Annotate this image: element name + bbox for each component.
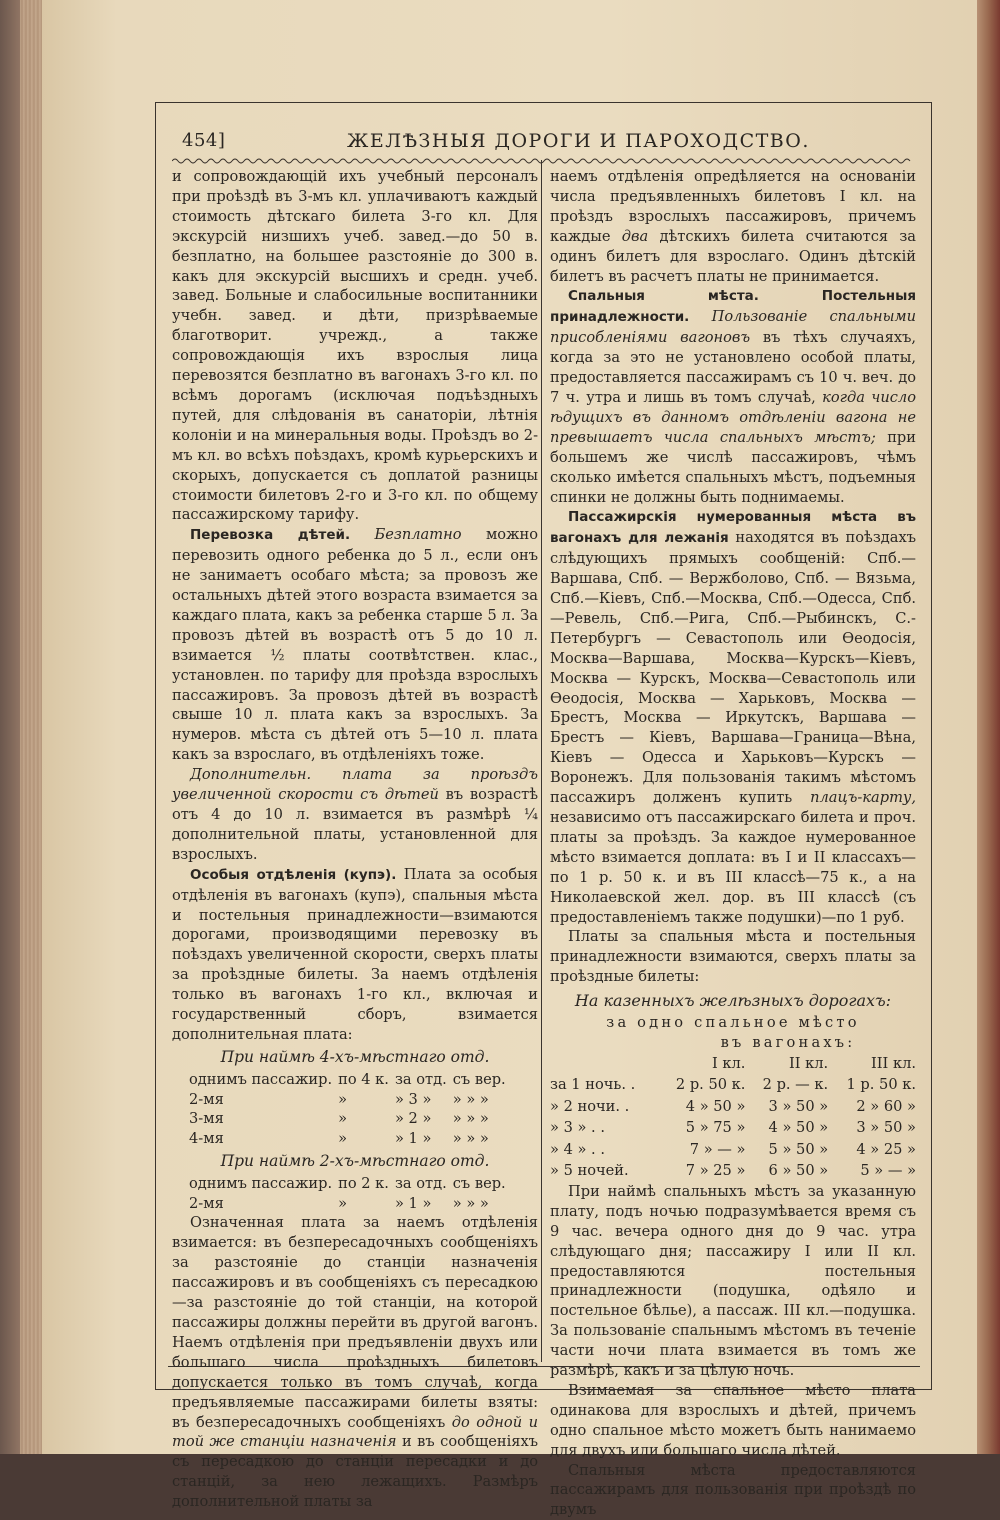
paragraph-text: и въ сообщеніяхъ съ пересадкою до станціи пересадки и до станцій, за нею лежащихъ. Размѣръ дополнительной платы за <box>172 1433 539 1511</box>
table-cell: » 2 » <box>394 1110 432 1128</box>
paragraph-text: дѣтскихъ билета считаются за одинъ билетъ для взрослаго. Одинъ дѣтскій билетъ въ расчетъ платы не принимается. <box>550 227 916 285</box>
paragraph-text: въ тѣхъ случаяхъ, когда за это не установлено особой платы, предоставляется пассажирамъ съ 10 ч. веч. до 7 ч. утра и лишь въ томъ случаѣ, <box>550 329 916 406</box>
table-row <box>186 1194 509 1214</box>
section-heading: Особыя отдѣленія (купэ). <box>190 866 397 883</box>
table-cell: » <box>338 1194 348 1212</box>
table-cell: » 3 » . . <box>550 1119 605 1137</box>
emphasis: плацъ-карту, <box>810 789 917 807</box>
table-row <box>186 1109 509 1129</box>
table-row <box>186 1090 509 1110</box>
table-cell: по 2 к. <box>338 1174 389 1192</box>
table-cell: » <box>338 1130 348 1148</box>
table-cell: » 2 ночи. . <box>550 1097 630 1115</box>
paragraph-text: Означенная плата за наемъ отдѣленія взимается: въ безпересадочныхъ сообщеніяхъ за разстояніе до станціи назначенія пассажировъ и въ сообщеніяхъ съ пересадкою—за разстояніе до той станціи, на которой пассажиры должны перейти въ другой вагонъ. Наемъ отдѣленія при предъявленіи двухъ или большаго числа проѣздныхъ билетовъ допускается только въ томъ случаѣ, когда предъявляемые пассажирами билеты взяты: въ безпересадочныхъ сообщеніяхъ <box>172 1214 538 1431</box>
table-title: На казенныхъ желѣзныхъ дорогахъ: <box>574 991 892 1011</box>
table-cell: 5 » 75 » <box>685 1119 746 1137</box>
table-cell: 5 » 50 » <box>768 1140 829 1158</box>
table-cell: 2 р. — к. <box>762 1076 829 1094</box>
paragraph-text: въ возрастѣ отъ 4 до 10 л. взимается въ размѣрѣ ¼ дополнительной платы, установленной для взрослыхъ. <box>172 786 538 863</box>
table-cell: 4 » 50 » <box>768 1119 829 1137</box>
column-header: II кл. <box>788 1054 829 1072</box>
table-cell: 2 » 60 » <box>856 1097 916 1115</box>
table-row <box>550 1096 916 1118</box>
paragraph-text: находятся въ поѣздахъ слѣдующихъ прямыхъ сообщеній: Спб.—Варшава, Спб. — Вержболово, Спб. — Вязьма, Спб.—Кіевъ, Спб.—Москва, Спб.—Одесса, Спб.—Ревель, Спб.—Рига, Спб.—Рыбинскъ, С.-Петербургъ — Севастополь или Ѳеодосія, Москва—Варшава, Москва—Курскъ—Кіевъ, Москва — Курскъ, Москва—Севастополь или Ѳеодосія, Москва — Харьковъ, Москва — Брестъ, Москва — Иркутскъ, Варшава — Брестъ — Кіевъ, Варшава—Граница—Вѣна, Кіевъ — Одесса и Харьковъ—Курскъ — Воронежъ. Для пользованія такимъ мѣстомъ пассажиръ долженъ купить <box>550 529 917 807</box>
page-number: 454] <box>182 130 226 151</box>
table-cell: » » » <box>452 1130 489 1148</box>
table-cell: » » » <box>452 1110 489 1128</box>
table-cell: » 3 » <box>394 1090 432 1108</box>
table-cell: » 4 » . . <box>550 1140 605 1158</box>
table-cell: за отд. <box>394 1174 447 1192</box>
table-cell: 4-мя <box>189 1130 224 1148</box>
table-cell: однимъ пассажир. <box>189 1174 333 1192</box>
paragraph: Платы за спальныя мѣста и постельныя принадлежности взимаются, сверхъ платы за проѣздные билеты: <box>550 928 916 986</box>
emphasis: два <box>621 227 649 245</box>
table-cell: однимъ пассажир. <box>189 1070 333 1088</box>
emphasis: Пользованіе спальными присобленіями вагоновъ <box>550 308 916 347</box>
table-cell: 4 » 25 » <box>856 1140 916 1158</box>
paragraph-text: независимо отъ пассажирскаго билета и проч. платы за проѣздъ. За каждое нумерованное мѣсто взимается доплата: въ I и II классахъ—по 1 р. 50 к. и въ III классѣ—75 к., а на Николаевской жел. дор. въ III классѣ (съ предоставленіемъ также подушки)—по 1 руб. <box>550 809 916 926</box>
table-title: При наймѣ 4-хъ-мѣстнаго отд. <box>220 1047 490 1066</box>
table-cell: 6 » 50 » <box>768 1162 829 1180</box>
paragraph: При наймѣ спальныхъ мѣстъ за указанную плату, подъ ночью подразумѣвается время съ 9 час. вечера одного дня до 9 час. утра слѣдующаго дня; пассажиру I или II кл. предоставляются постельныя принадлежности (подушка, одѣяло и постельное бѣлье), а пассаж. III кл.—подушка. За пользованіе спальнымъ мѣстомъ въ теченіе части ночи плата взимается въ томъ же размѣрѣ, какъ и за цѣлую ночь. <box>550 1182 916 1380</box>
table-cell: » <box>338 1110 348 1128</box>
right-column <box>550 167 916 1520</box>
left-column <box>172 167 538 1512</box>
paragraph: и сопровождающій ихъ учебный персоналъ при проѣздѣ въ 3-мъ кл. уплачиваютъ каждый стоимость дѣтскаго билета 3-го кл. Для экскурсій низшихъ учеб. завед.—до 50 в. безплатно, на большее разстояніе до 300 в. какъ для экскурсій высшихъ и средн. учеб. завед. Больные и слабосильные воспитанники учебн. завед. и дѣти, призрѣваемые благотворит. учрежд., а также сопровождающія ихъ взрослыя лица перевозятся безплатно въ вагонахъ 3-го кл. по всѣмъ дорогамъ (исключая подъѣздныхъ путей, для слѣдованія въ санаторіи, лѣтнія колоніи и на минеральныя воды. Проѣздъ во 2-мъ кл. во всѣхъ поѣздахъ, кромѣ курьерскихъ и скорыхъ, допускается съ доплатой разницы стоимости билетовъ 2-го и 3-го кл. по общему пассажирскому тарифу. <box>172 168 538 524</box>
table-cell: » » » <box>452 1090 489 1108</box>
paragraph <box>172 765 538 865</box>
column-header: III кл. <box>871 1054 916 1072</box>
paragraph <box>172 525 538 765</box>
paragraph: Взимаемая за спальное мѣсто плата одинакова для взрослыхъ и дѣтей, причемъ одно спальное мѣсто можетъ быть нанимаемо для двухъ или большаго числа дѣтей. <box>550 1381 916 1459</box>
compartment-fare-table-2 <box>186 1174 509 1214</box>
section-heading: Перевозка дѣтей. <box>190 527 351 544</box>
paragraph <box>550 286 916 507</box>
table-subtitle: за одно спальное мѣсто <box>606 1014 860 1032</box>
table-cell: 7 » — » <box>689 1140 746 1158</box>
table-cell: » 5 ночей. <box>550 1162 629 1180</box>
table-cell: по 4 к. <box>338 1070 389 1088</box>
paragraph-text: при большемъ же числѣ пассажировъ, чѣмъ сколько имѣется спальныхъ мѣстъ, подъемныя спинки не должны быть поднимаемы. <box>550 428 916 506</box>
paragraph <box>172 1213 538 1512</box>
table-cell: 3 » 50 » <box>768 1097 829 1115</box>
paragraph <box>550 167 916 286</box>
table-cell: 3-мя <box>189 1110 224 1128</box>
section-heading: Спальныя мѣста. Постельныя принадлежности. <box>550 288 916 326</box>
table-cell: за 1 ночь. . <box>550 1076 636 1094</box>
table-row <box>550 1139 916 1161</box>
table-cell: 2-мя <box>189 1194 224 1212</box>
paragraph-text: наемъ отдѣленія опредѣляется на основаніи числа предъявленныхъ билетовъ I кл. на проѣздъ взрослыхъ пассажировъ, причемъ каждые <box>550 168 916 245</box>
table-cell: 3 » 50 » <box>856 1119 916 1137</box>
table-cell: за отд. <box>394 1070 447 1088</box>
section-heading: Пассажирскія нумерованныя мѣста въ вагонахъ для лежанія <box>550 509 916 547</box>
table-cell: съ вер. <box>452 1174 506 1192</box>
table-subtitle: въ вагонахъ: <box>720 1033 856 1051</box>
table-cell: съ вер. <box>452 1070 506 1088</box>
table-cell: 7 » 25 » <box>685 1162 746 1180</box>
column-header: I кл. <box>711 1054 746 1072</box>
sleeping-berth-rates-table <box>550 1053 916 1182</box>
compartment-fare-table-4 <box>186 1070 509 1149</box>
table-cell: » <box>338 1090 348 1108</box>
table-row <box>550 1117 916 1139</box>
emphasis: Безплатно <box>374 526 462 544</box>
paragraph-text: можно перевозить одного ребенка до 5 л., если онъ не занимаетъ особаго мѣста; за провозъ же остальныхъ дѣтей этого возраста взимается за каждаго плата, какъ за ребенка старше 5 л. За провозъ дѣтей въ возрастѣ отъ 5 до 10 л. взимается ½ платы соотвѣтствен. клас., установлен. по тарифу для проѣзда взрослыхъ пассажировъ. За провозъ дѣтей въ возрастѣ свыше 10 л. плата какъ за взрослыхъ. За нумеров. мѣста съ дѣтей отъ 5—10 л. плата какъ за взрослаго, въ отдѣленіяхъ тоже. <box>172 526 539 764</box>
emphasis: до одной и той же станціи назначенія <box>172 1413 538 1451</box>
table-cell: 4 » 50 » <box>685 1097 746 1115</box>
table-cell: » » » <box>452 1194 489 1212</box>
table-cell: » 1 » <box>394 1194 432 1212</box>
table-cell: 1 р. 50 к. <box>846 1076 916 1094</box>
column-divider <box>541 160 542 1362</box>
emphasis: Дополнительн. плата за проѣздъ увеличенной скорости съ дѣтей <box>172 766 538 804</box>
table-cell: 2-мя <box>189 1090 224 1108</box>
emphasis: когда число ѣдущихъ въ данномъ отдѣленіи вагона не превышаетъ числа спальныхъ мѣстъ; <box>550 388 917 446</box>
table-row <box>186 1174 509 1194</box>
table-title: При наймѣ 2-хъ-мѣстнаго отд. <box>220 1151 490 1170</box>
table-cell: 2 р. 50 к. <box>675 1076 746 1094</box>
table-row <box>186 1070 509 1090</box>
table-row <box>550 1160 916 1182</box>
wavy-rule <box>172 156 912 166</box>
table-row <box>186 1129 509 1149</box>
running-title: ЖЕЛѢЗНЫЯ ДОРОГИ И ПАРОХОДСТВО. <box>347 130 810 152</box>
paragraph <box>172 865 538 1045</box>
paragraph: Спальныя мѣста предоставляются пассажирамъ для пользованія при проѣздѣ по двумъ <box>550 1461 916 1519</box>
paragraph-text: Плата за особыя отдѣленія въ вагонахъ (купэ), спальныя мѣста и постельныя принадлежности—взимаются дорогами, производящими перевозку въ поѣздахъ увеличенной скорости, сверхъ платы за проѣздные билеты. За наемъ отдѣленія только въ вагонахъ 1-го кл., включая и государственный сборъ, взимается дополнительная плата: <box>172 865 539 1043</box>
table-cell: 5 » — » <box>860 1162 916 1180</box>
paragraph <box>550 507 916 927</box>
table-cell: » 1 » <box>394 1130 432 1148</box>
table-row <box>550 1074 916 1096</box>
